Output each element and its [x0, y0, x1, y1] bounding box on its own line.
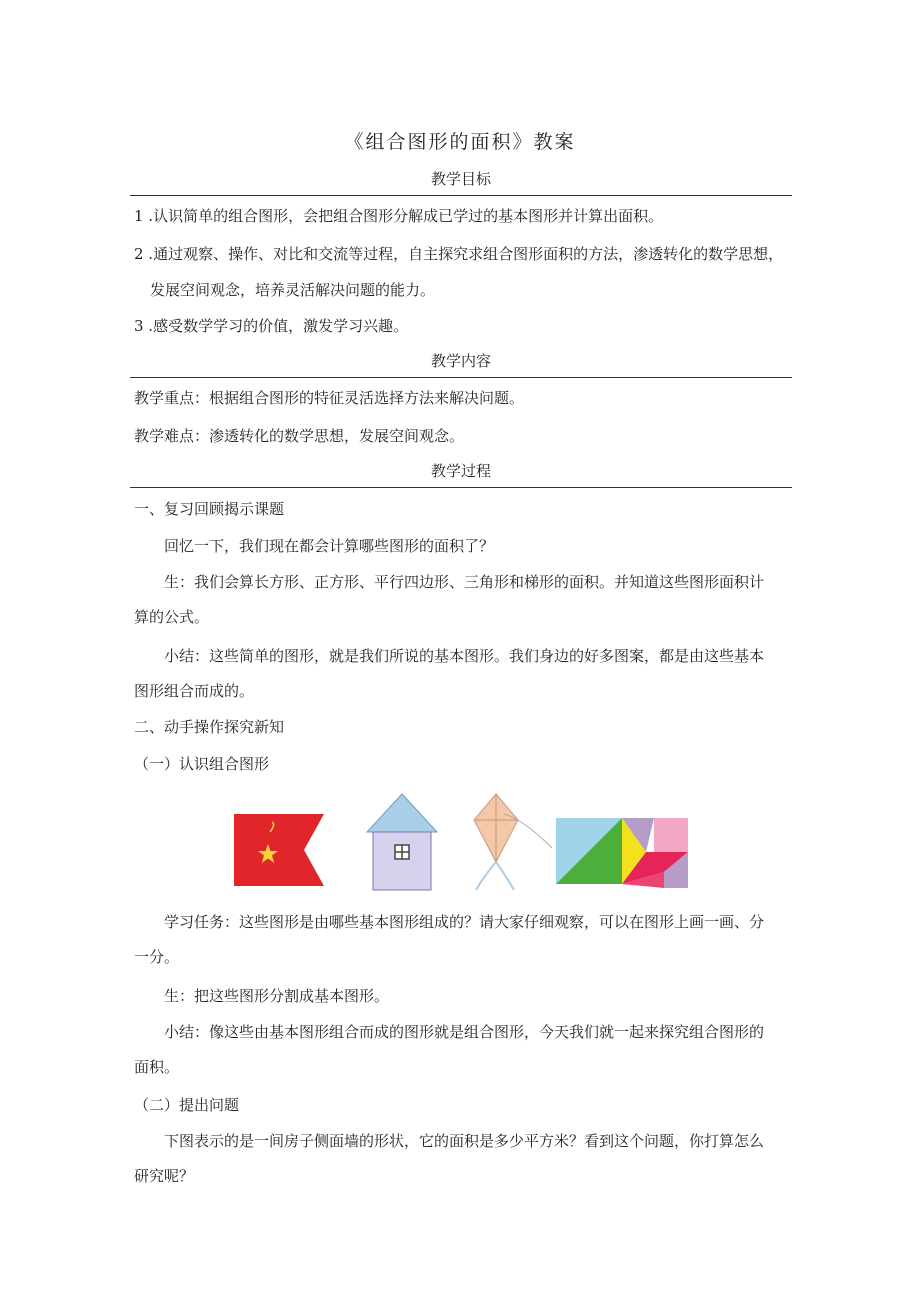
goal-item-2: 2 .通过观察、操作、对比和交流等过程，自主探究求组合图形面积的方法，渗透转化的数学思想， [134, 245, 784, 263]
tangram-figure [554, 792, 690, 892]
goal-item-3: 3 .感受数学学习的价值，激发学习兴趣。 [134, 317, 409, 335]
document-title: 《组合图形的面积》教案 [344, 131, 576, 153]
task-line2: 一分。 [134, 948, 180, 966]
house-figure [363, 792, 441, 892]
key-point: 教学重点：根据组合图形的特征灵活选择方法来解决问题。 [134, 389, 525, 407]
section-heading-content: 教学内容 [130, 350, 792, 378]
task-line1: 学习任务：这些图形是由哪些基本图形组成的？请大家仔细观察，可以在图形上画一画、分 [164, 913, 765, 931]
flag-figure [230, 792, 326, 892]
section-heading-process: 教学过程 [130, 460, 792, 488]
subsection-1: （一）认识组合图形 [134, 755, 270, 773]
subsection-2: （二）提出问题 [134, 1096, 240, 1114]
part1-title: 一、复习回顾揭示课题 [134, 500, 285, 518]
question-2-line2: 研究呢？ [134, 1167, 195, 1185]
answer-1-line1: 生：我们会算长方形、正方形、平行四边形、三角形和梯形的面积。并知道这些图形面积计 [164, 573, 765, 591]
composite-figures [230, 792, 692, 894]
kite-figure [466, 792, 556, 892]
section-heading-goals: 教学目标 [130, 168, 792, 196]
student-answer-2: 生：把这些图形分割成基本图形。 [164, 987, 390, 1005]
question-1: 回忆一下，我们现在都会计算哪些图形的面积了？ [164, 537, 495, 555]
difficulty: 教学难点：渗透转化的数学思想，发展空间观念。 [134, 427, 465, 445]
answer-1-line2: 算的公式。 [134, 608, 210, 626]
summary-1-line2: 图形组合而成的。 [134, 682, 255, 700]
summary-2-line2: 面积。 [134, 1058, 180, 1076]
part2-title: 二、动手操作探究新知 [134, 718, 285, 736]
goal-item-1: 1 .认识简单的组合图形，会把组合图形分解成已学过的基本图形并计算出面积。 [134, 207, 664, 225]
summary-1-line1: 小结：这些简单的图形，就是我们所说的基本图形。我们身边的好多图案，都是由这些基本 [164, 647, 765, 665]
question-2-line1: 下图表示的是一间房子侧面墙的形状，它的面积是多少平方米？看到这个问题，你打算怎么 [164, 1132, 765, 1150]
summary-2-line1: 小结：像这些由基本图形组合而成的图形就是组合图形，今天我们就一起来探究组合图形的 [164, 1023, 765, 1041]
goal-item-2-cont: 发展空间观念，培养灵活解决问题的能力。 [150, 281, 436, 299]
